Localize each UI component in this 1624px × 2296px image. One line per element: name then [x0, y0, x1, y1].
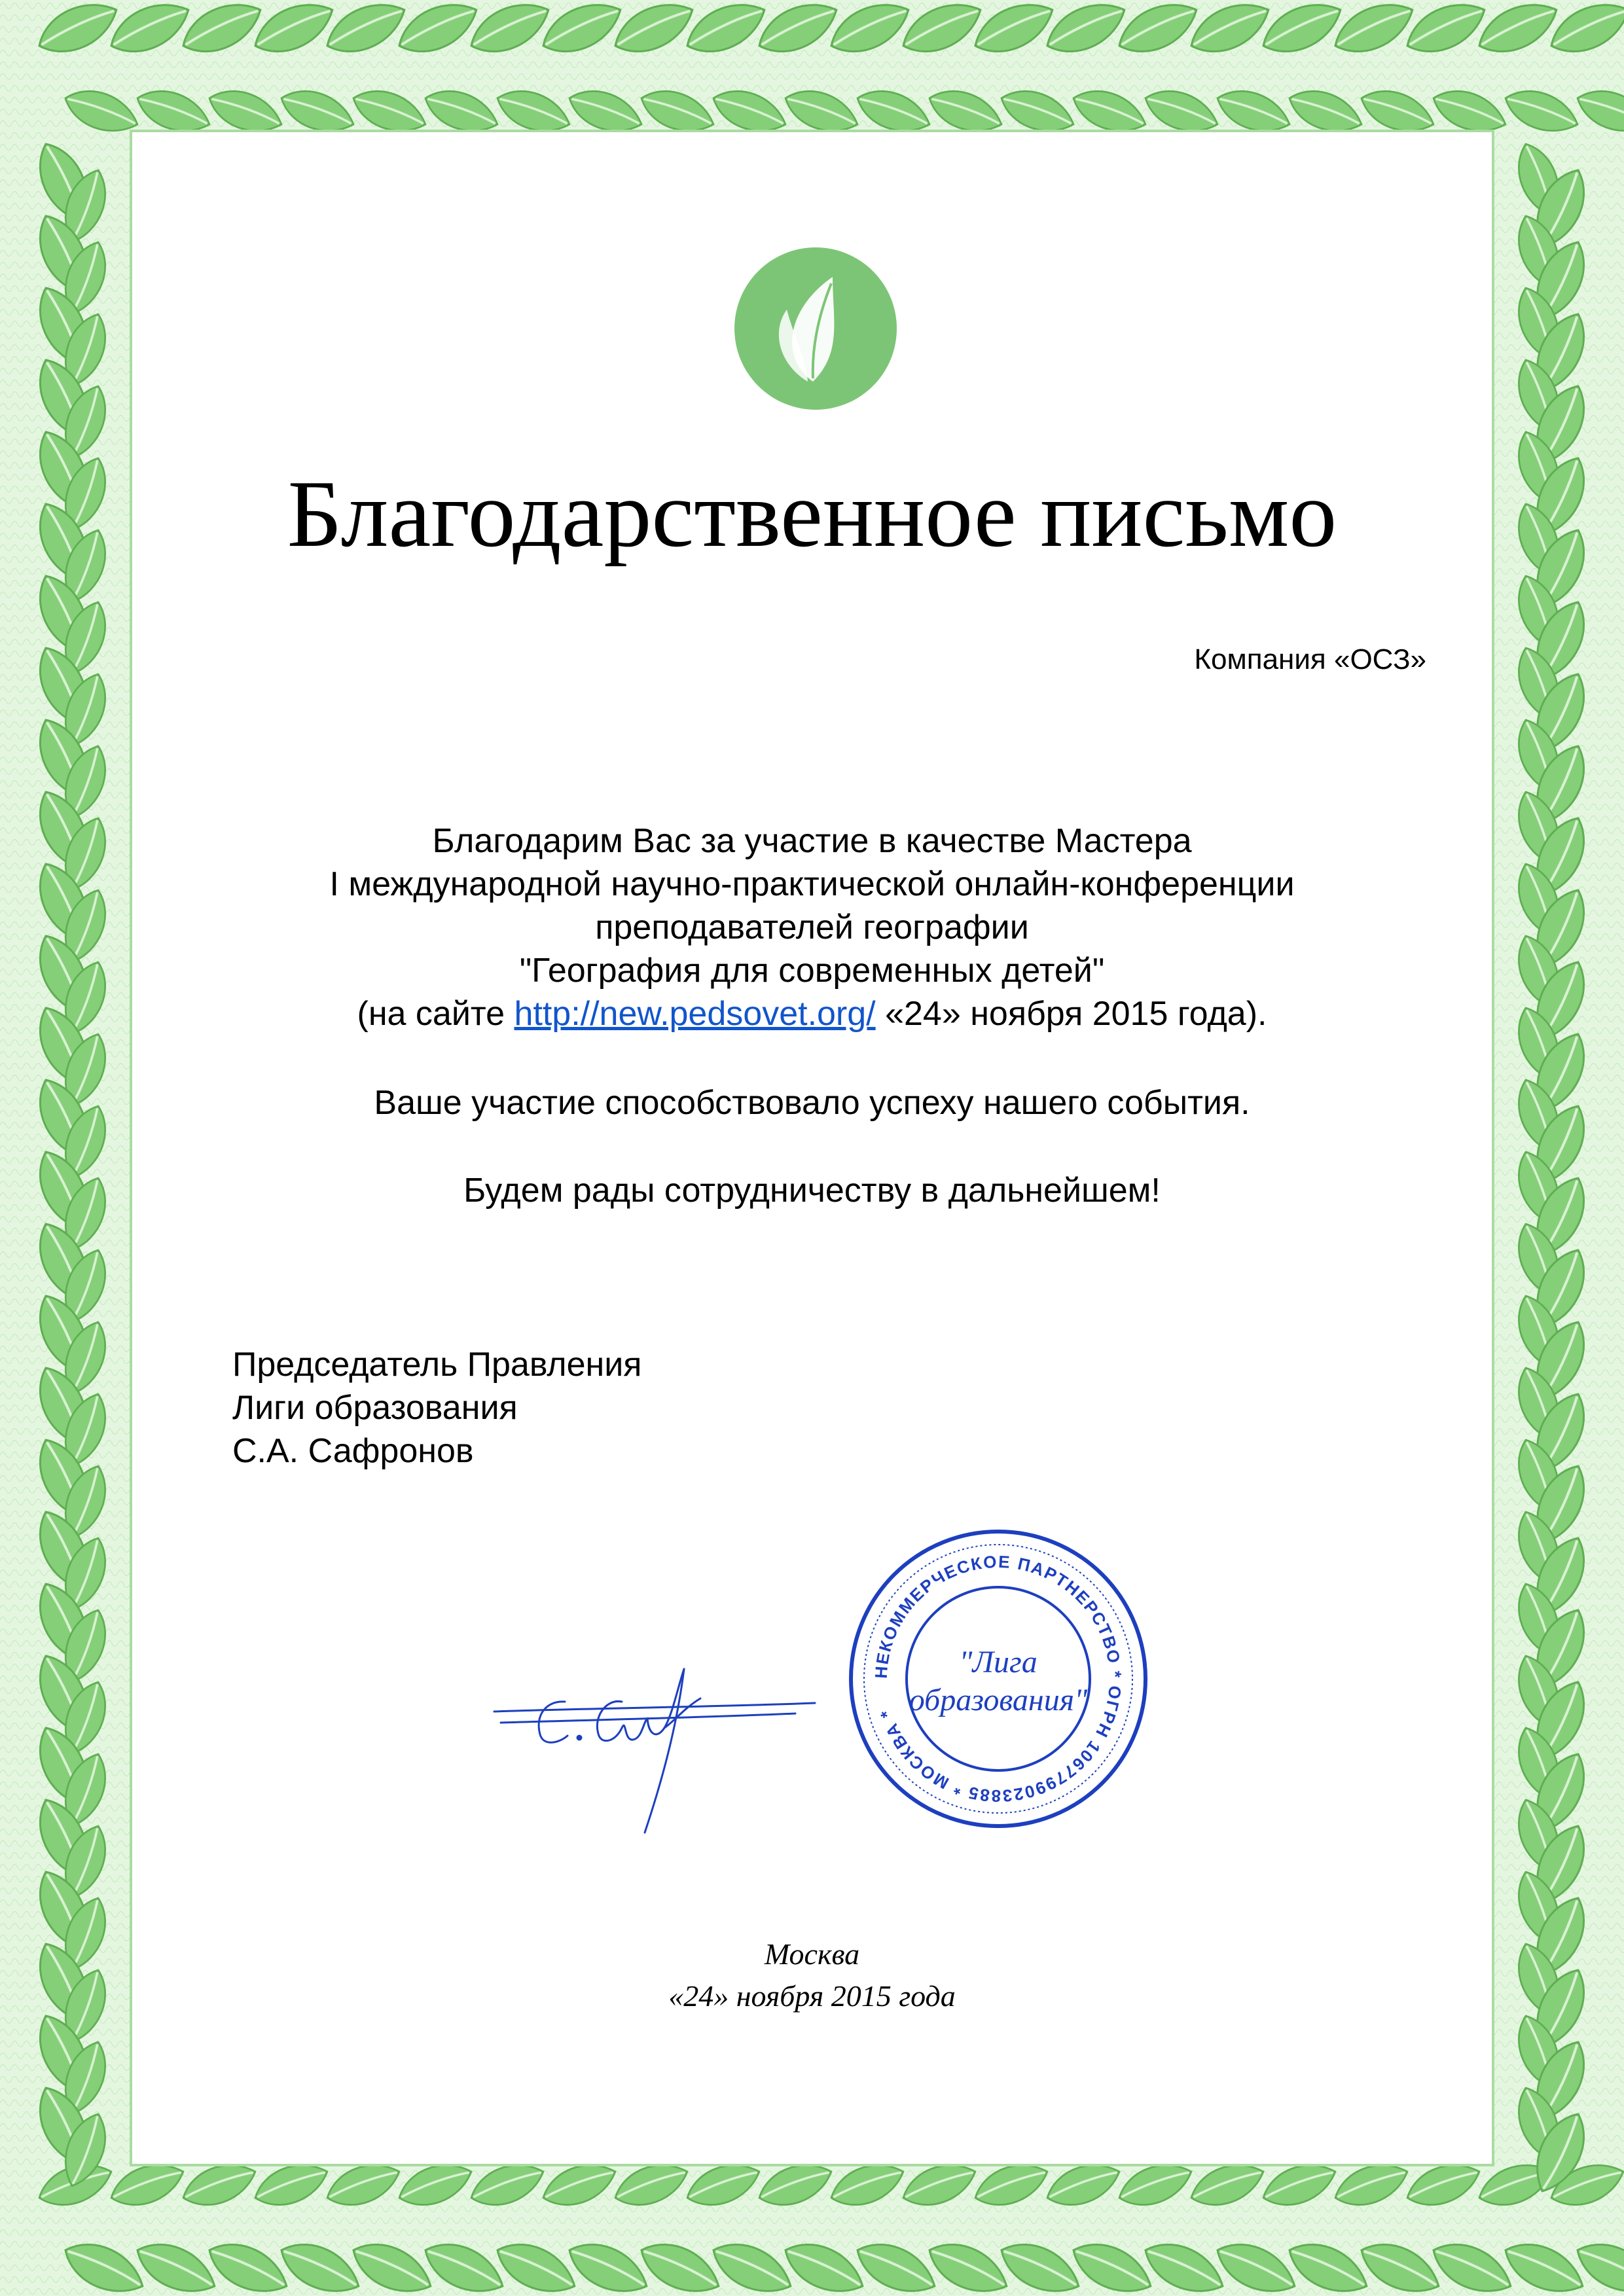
stamp-ring-text: НЕКОММЕРЧЕСКОЕ ПАРТНЕРСТВО * ОГРН 1067799023885 * МОСКВА * [871, 1551, 1126, 1806]
body-line-3: преподавателей географии [595, 908, 1029, 946]
document-title: Благодарственное письмо [287, 461, 1337, 567]
body-line-1: Благодарим Вас за участие в качестве Мастера [432, 822, 1192, 860]
organization-stamp [844, 1525, 1152, 1833]
leaf-logo-icon [734, 247, 897, 410]
signatory-name: С.А. Сафронов [232, 1432, 474, 1470]
body-line-4: "География для современных детей" [519, 952, 1105, 990]
handwritten-signature [488, 1662, 828, 1872]
signatory-organization: Лиги образования [232, 1389, 518, 1427]
website-link[interactable]: http://new.pedsovet.org/ [514, 995, 876, 1033]
footer-date: «24» ноября 2015 года [668, 1979, 956, 2013]
body-line-5 [0, 994, 1624, 1033]
footer-city: Москва [764, 1937, 860, 1971]
body-line-2: I международной научно-практической онлайн-конференции [329, 865, 1295, 903]
stamp-center-text: "Лига образования" [909, 1645, 1088, 1717]
signatory-position: Председатель Правления [232, 1346, 642, 1384]
body-line-6: Ваше участие способствовало успеху нашего события. [374, 1084, 1250, 1122]
body-line-5-suffix: «24» ноября 2015 года). [875, 995, 1267, 1033]
company-name: Компания «ОСЗ» [1194, 643, 1426, 675]
body-line-5-prefix: (на сайте [357, 995, 514, 1033]
body-line-7: Будем рады сотрудничеству в дальнейшем! [463, 1172, 1161, 1210]
